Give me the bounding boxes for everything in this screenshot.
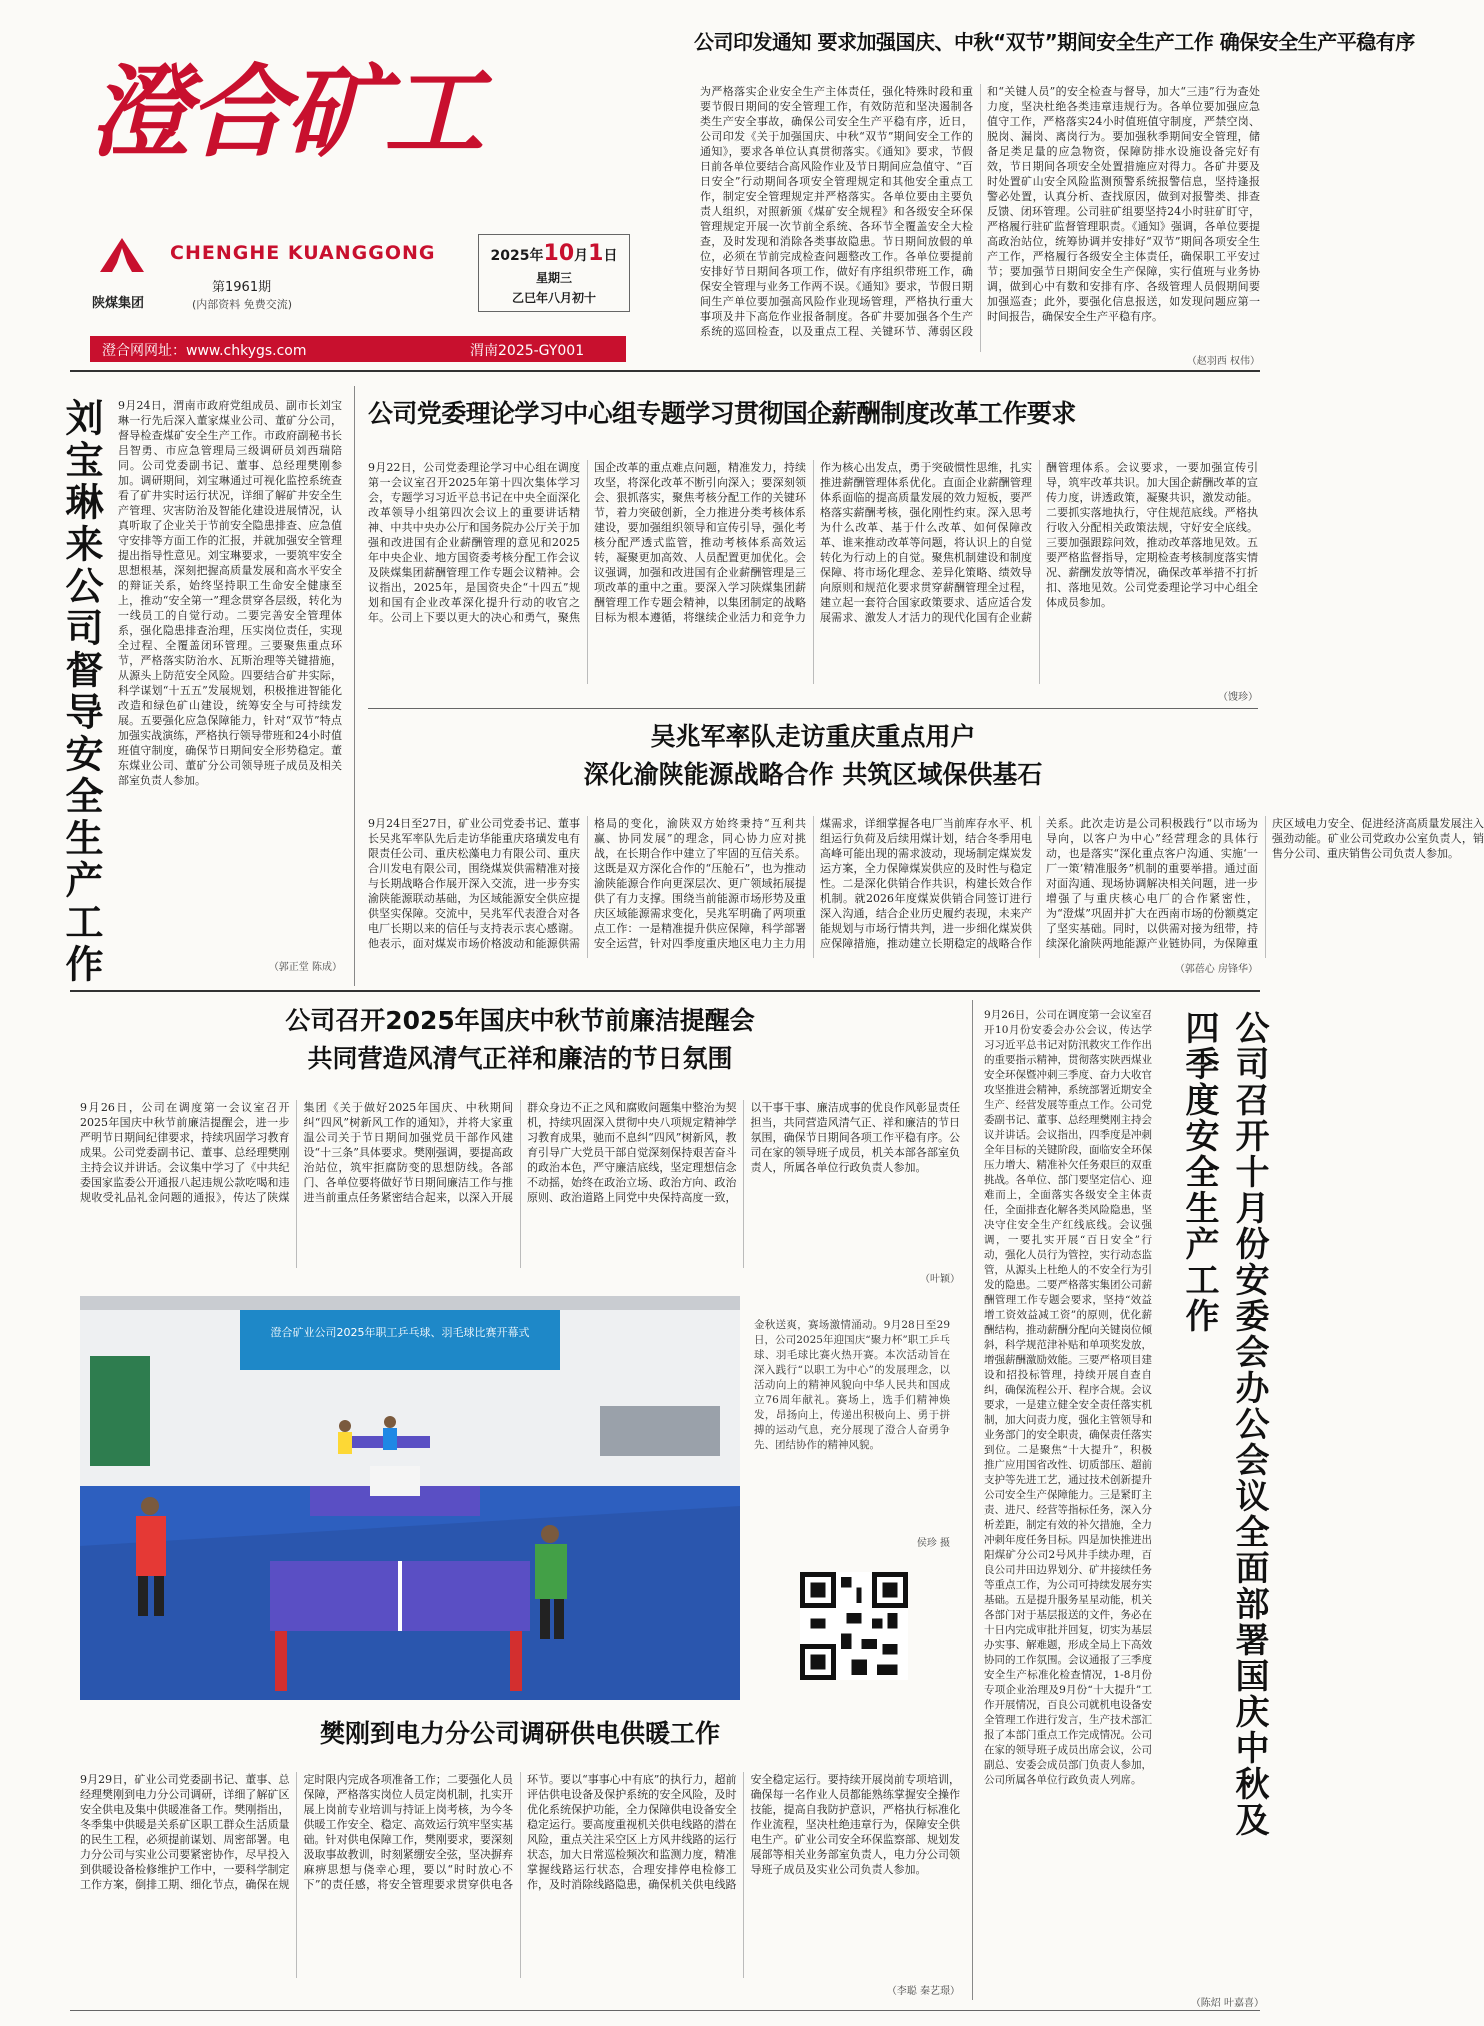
divider-bottom	[70, 2010, 1260, 2011]
festival-title-line2: 共同营造风清气正祥和廉洁的节日氛围	[307, 1044, 733, 1073]
photo-author: 侯珍 摄	[916, 1538, 950, 1549]
date-month-unit: 月	[574, 248, 589, 264]
divider-left-col	[354, 386, 355, 986]
website: 澄合网网址：www.chkygs.com	[102, 343, 307, 359]
divider-right-col	[972, 1000, 973, 2000]
security-notice-title: 公司印发通知 要求加强国庆、中秋“双节”期间安全生产工作 确保安全生产平稳有序	[694, 30, 1415, 54]
fan-gang-title: 樊刚到电力分公司调研供电供暖工作	[319, 1719, 720, 1748]
wu-zhaojun-body: 9月24日至27日，矿业公司党委书记、董事长吴兆军率队先后走访华能重庆珞璜发电有限责任公司、重庆松藻电力有限公司、重庆合川发电有限公司，围绕煤炭供需精准对接与长期战略合作展开深入交流，进一步夯实渝陕能源联动基础，为区域能源安全供应提供坚实保障。交流中，吴兆军代表澄合对各电厂长期以来的信任与支持表示衷心感谢。他表示，面对煤炭市场价格波动和能源供需格局的变化，渝陕双方始终秉持“互利共赢、协同发展”的理念，同心协力应对挑战，在长期合作中建立了牢固的互信关系。这既是双方深化合作的“压舱石”，也为推动渝陕能源合作向更深层次、更广领域拓展提供了有力支撑。围绕当前能源市场形势及重庆区域能源需求变化，吴兆军明确了两项重点工作：一是精准提升供应保障，科学部署安全运营，针对四季度重庆地区电力主力用煤需求，详细掌握各电厂当前库存水平、机组运行负荷及后续用煤计划，结合冬季用电高峰可能出现的需求波动，现场制定煤炭发运方案，全力保障煤炭供应的及时性与稳定性。二是深化供销合作共识，构建长效合作机制。就2026年度煤炭供销合同签订进行深入沟通，结合企业历史履约表现，未来产能规划与市场行情共判，进一步细化煤炭供应保障措施，推动建立长期稳定的战略合作关系。此次走访是公司积极践行“以市场为导向，以客户为中心”经营理念的具体行动，也是落实“深化重点客户沟通、实施‘一厂一策’精准服务”机制的重要举措。通过面对面沟通、现场协调解决相关问题，进一步增强了与重庆核心电厂的合作紧密性，为“澄煤”巩固并扩大在西南市场的份额奠定了坚实基础。同时，以供需对接为纽带，持续深化渝陕两地能源产业链协同，为保障重庆区域电力安全、促进经济高质量发展注入强劲动能。矿业公司党政办公室负责人，销售分公司、重庆销售公司负责人参加。	[368, 817, 1484, 950]
issue-number: 第1961期	[212, 280, 272, 295]
group-name: 陕煤集团	[92, 296, 145, 311]
wu-zhaojun-title-line1: 吴兆军率队走访重庆重点用户	[650, 722, 976, 751]
divider-mid-1	[368, 708, 1258, 709]
photo-caption: 金秋送爽，赛场激情涌动。9月28日至29日，公司2025年迎国庆“聚力杯”职工乒乓球、羽毛球比赛火热开赛。本次活动旨在深入践行“以职工为中心”的发展理念，以活动向上的精神风貌向中华人民共和国成立76周年献礼。赛场上，选手们精神焕发，昂扬向上，传递出积极向上、勇于拼搏的运动气息，充分展现了澄合人奋勇争先、团结协作的精神风貌。	[754, 1319, 950, 1451]
fan-gang-body: 9月29日，矿业公司党委副书记、董事、总经理樊刚到电力分公司调研，详细了解矿区安全供电及集中供暖准备工作。樊刚指出，冬季集中供暖是关系矿区职工群众生活质量的民生工程，必须提前谋划、周密部署。电力分公司与实业公司要紧密协作，尽早投入到供暖设备检修维护工作中，一要科学制定工作方案，倒排工期、细化节点，确保在规定时限内完成各项准备工作；二要强化人员保障，严格落实岗位人员定岗机制，扎实开展上岗前专业培训与持证上岗考核，为今冬供暖工作安全、稳定、高效运行筑牢坚实基础。针对供电保障工作，樊刚要求，要深刻汲取事故教训，时刻紧绷安全弦，坚决摒弃麻痹思想与侥幸心理，要以“时时放心不下”的责任感，将安全管理要求贯穿供电各环节。要以“事事心中有底”的执行力，超前评估供电设备及保护系统的安全风险，及时优化系统保护功能，全力保障供电设备安全稳定运行。要高度重视机关供电线路的潜在风险，重点关注采空区上方风井线路的运行状态，加大日常巡检频次和监测力度，精准掌握线路运行状态，合理安排停电检修工作，及时消除线路隐患，确保机关供电线路安全稳定运行。要持续开展岗前专项培训，确保每一名作业人员都能熟练掌握安全操作技能，提高自我防护意识，严格执行标准化作业流程，坚决杜绝违章行为，保障安全供电生产。矿业公司安全环保监察部、规划发展部等相关业务部室负责人，电力分公司领导班子成员及实业公司负责人参加。	[80, 1773, 960, 1891]
wu-zhaojun-title-line2: 深化渝陕能源战略合作 共筑区域保供基石	[583, 760, 1043, 789]
date-box	[478, 234, 630, 312]
liu-baolin-byline: （郭正堂 陈成）	[268, 962, 342, 973]
masthead-pinyin: CHENGHE KUANGGONG	[170, 242, 436, 264]
october-meeting-body: 9月26日，公司在调度第一会议室召开10月份安委会办公会议，传达学习习近平总书记对防汛救灾工作作出的重要指示精神，贯彻落实陕西煤业安全环保暨冲刺三季度、奋力大收官攻坚推进会精神，系统部署近期安全生产、经营发展等重点工作。公司党委副书记、董事、总经理樊刚主持会议并讲话。会议指出，四季度是冲刺全年目标的关键阶段，面临安全环保压力增大、精准补欠任务艰巨的双重挑战。各单位、部门要坚定信心、迎难而上，全面落实各级安全主体责任，全面排查化解各类风险隐患，坚决守住安全生产红线底线。会议强调，一要扎实开展“百日安全”行动，强化人员行为管控，实行动态监管，从源头上杜绝人的不安全行为引发的隐患。二要严格落实集团公司薪酬管理工作专题会要求，坚持“效益增工资效益减工资”的原则，优化薪酬结构，推动薪酬分配向关键岗位倾斜，科学规范津补贴和单项奖发放，增强薪酬激励效能。三要严格项目建设和招投标管理，持续开展自查自纠，确保流程公开、程序合规。会议要求，一是建立健全安全责任落实机制，加大问责力度，强化主管领导和业务部门的安全职责，确保责任落实到位。二是聚焦“十大提升”，积极推广应用国省改性、切质部压、超前支护等先进工艺，通过技术创新提升公司安全生产保障能力。三是紧盯主责、进尺、经营等指标任务，深入分析差距，制定有效的补欠措施，全力冲刺年度任务目标。四是加快推进出阳煤矿分公司2号风井手续办理，百良公司井田边界划分、矿井接续任务等重点工作，为公司可持续发展夯实基础。五是提升服务星星动能，机关各部门对于基层报送的文件，务必在十日内完成审批并回复，切实为基层办实事、解难题，形成全局上下高效协同的工作氛围。会议通报了三季度安全生产标准化检查情况，1-8月份专项企业治理及9月份“十大提升”工作开展情况，百良公司就机电设备安全管理工作进行发言，生产技术部汇报了本部门重点工作完成情况。公司在家的领导班子成员出席会议，公司副总、安委会成员部门负责人参加，公司所属各单位行政负责人列席。	[984, 1009, 1152, 1786]
permit-number: 渭南2025-GY001	[470, 343, 585, 359]
liu-baolin-body: 9月24日，渭南市政府党组成员、副市长刘宝琳一行先后深入董家煤业公司、董矿分公司，督导检查煤矿安全生产工作。市政府副秘书长吕智勇、市应急管理局三级调研员刘西瑞陪同。公司党委副书记、董事、总经理樊刚参加。调研期间，刘宝琳通过可视化监控系统查看了矿井实时运行状况，详细了解矿井安全生产管理、灾害防治及智能化建设进展情况，认真听取了企业关于节前安全隐患排查、应急值守安排等方面工作的汇报，并就加强安全管理提出指导性意见。刘宝琳要求，一要筑牢安全思想根基，深刻把握高质量发展和高水平安全的辩证关系，始终坚持职工生命安全健康至上，推动“安全第一”理念贯穿各层级，转化为一线员工的自觉行动。二要完善安全管理体系，强化隐患排查治理，压实岗位责任，实现全过程、全覆盖闭环管理。三要聚焦重点环节，严格落实防治水、瓦斯治理等关键措施，从源头上防范安全风险。四要结合矿井实际，科学谋划“十五五”发展规划，积极推进智能化改造和绿色矿山建设，统筹安全与可持续发展。五要强化应急保障能力，针对“双节”特点加强实战演练，严格执行领导带班和24小时值班值守制度，确保节日期间安全形势稳定。董东煤业公司、董矿分公司领导班子成员及相关部室负责人参加。	[118, 399, 342, 787]
fan-gang-byline: （李聪 秦艺璟）	[886, 1986, 960, 1997]
theory-study-byline: （馊珍）	[1218, 692, 1258, 703]
theory-study-title: 公司党委理论学习中心组专题学习贯彻国企薪酬制度改革工作要求	[368, 399, 1076, 428]
masthead-bar	[90, 336, 626, 362]
festival-title-line1: 公司召开2025年国庆中秋节前廉洁提醒会	[285, 1006, 755, 1035]
festival-body: 9月26日，公司在调度第一会议室召开2025年国庆中秋节前廉洁提醒会，进一步严明节日期间纪律要求，持续巩固学习教育成果。公司党委副书记、董事、总经理樊刚主持会议并讲话。会议集中学习了《中共纪委国家监委公开通报八起违规公款吃喝和违规收受礼品礼金问题的通报》，传达了陕煤集团《关于做好2025年国庆、中秋期间纠“四风”树新风工作的通知》，并将大家重温公司关于节日期间加强党员干部作风建设“十三条”具体要求。樊刚强调，要提高政治站位，筑牢拒腐防变的思想防线。各部门、各单位要将做好节日期间廉洁工作与推进当前重点任务紧密结合起来，以深入开展群众身边不正之风和腐败问题集中整治为契机，持续巩固深入贯彻中央八项规定精神学习教育成果，驰而不息纠“四风”树新风，教育引导广大党员干部自觉深刻保持艰苦奋斗的政治本色，严守廉洁底线，坚定理想信念不动摇，始终在政治立场、政治方向、政治原则、政治道路上同党中央保持高度一致，以干事干事、廉洁成事的优良作风彰显责任担当，共同营造风清气正、祥和廉洁的节日氛围，确保节日期间各项工作平稳有序。公司在家的领导班子成员，机关本部各部室负责人，所属各单位行政负责人参加。	[80, 1101, 960, 1204]
wu-zhaojun-byline: （郭蓓心 房锋华）	[1174, 964, 1258, 975]
divider-mid-2	[70, 990, 1260, 992]
date-day-unit: 日	[603, 248, 618, 264]
issue-note: (内部资料 免费交流)	[192, 298, 293, 311]
october-meeting-byline: （陈炤 叶嘉喜）	[1190, 1998, 1264, 2009]
date-year: 2025年	[490, 248, 544, 264]
lunar-date: 乙巳年八月初十	[511, 291, 596, 305]
masthead-title: 澄合矿工	[90, 53, 482, 171]
liu-baolin-title: 刘宝琳来公司督导安全生产工作	[59, 398, 103, 986]
date-month: 10	[543, 241, 575, 266]
sports-photo	[80, 1296, 740, 1700]
festival-byline: （叶颖）	[920, 1274, 960, 1285]
october-meeting-title: 公司召开十月份安委会办公会议全面部署国庆中秋及四季度安全生产工作	[1179, 1010, 1269, 1838]
date-day: 1	[588, 241, 604, 266]
qr-code	[800, 1572, 908, 1680]
divider-top	[70, 370, 1260, 372]
group-logo-icon	[96, 236, 148, 274]
sports-photo-illustration	[80, 1296, 740, 1700]
security-notice-byline: （赵羽西 权伟）	[1186, 356, 1260, 367]
theory-study-body: 9月22日，公司党委理论学习中心组在调度第一会议室召开2025年第十四次集体学习会，专题学习习近平总书记在中央全面深化改革领导小组第四次会议上的重要讲话精神、中共中央办公厅和国务院办公厅关于加强和改进国有企业薪酬管理的意见和2025年中央企业、地方国资委考核分配工作会议及陕煤集团薪酬管理工作专题会议精神。会议指出，2025年，是国资央企“十四五”规划和国有企业改革深化提升行动的收官之年。公司上下要以更大的决心和勇气，聚焦国企改革的重点难点问题，精准发力，持续攻坚，将深化改革不断引向深入；要深刻领会、狠抓落实，聚焦考核分配工作的关键环节，着力突破创新，全力推进分类考核体系建设，要加强组织领导和宣传引导，强化考核分配严透式监管，推动考核体系高效运转，凝聚更加高效、人员配置更加优化。会议强调，加强和改进国有企业薪酬管理是三项改革的重中之重。要深入学习陕煤集团薪酬管理工作专题会精神，以集团制定的战略目标为根本遵循，将继续企业活力和竞争力作为核心出发点，勇于突破惯性思维，扎实推进薪酬管理体系优化。直面企业薪酬管理体系面临的提高质量发展的效力短板，要严格落实薪酬考核，强化刚性约束。深入思考为什么改革、基于什么改革、如何保障改革、谁来推动改革等问题，将认识上的自觉转化为行动上的自觉。聚焦机制建设和制度保障、将市场化理念、差异化策略、绩效导向原则和规范化要求贯穿薪酬管理全过程，建立起一套符合国家政策要求、适应适合发展需求、激发人才活力的现代化国有企业薪酬管理体系。会议要求，一要加强宣传引导，筑牢改革共识。加大国企薪酬改革的宣传力度，讲透政策，凝聚共识，激发动能。二要抓实落地执行，守住规范底线。严格执行收入分配相关政策法规，守好安全底线。三要加强跟踪问效，推动改革落地见效。五要严格监督指导，定期检查考核制度落实情况、薪酬发放等情况，确保改革举措不打折扣、落地见效。公司党委理论学习中心组全体成员参加。	[368, 461, 1258, 624]
weekday: 星期三	[535, 271, 572, 285]
security-notice-body: 为严格落实企业安全生产主体责任，强化特殊时段和重要节假日期间的安全管理工作，有效防范和坚决遏制各类生产安全事故，确保公司安全生产平稳有序，近日，公司印发《关于加强国庆、中秋“双节”期间安全工作的通知》，要求各单位认真贯彻落实。《通知》要求，节假日前各单位要结合高风险作业及节日期间应急值守、“百日安全”行动期间各项安全管理规定和其他安全重点工作，制定安全管理规定并严格落实。各单位要由主要负责人组织，对照新颁《煤矿安全规程》和各级安全环保管理规定开展一次节前全系统、各环节全覆盖安全大检查，及时发现和消除各类事故隐患。节日期间放假的单位，必须在节前完成检查问题整改工作。各单位要提前安排好节日期间各项工作，做好有序组织带班工作，确保安全管理与业务工作两不误。《通知》要求，节假日期间生产单位要加强高风险作业现场管理，严格执行重大事项及井下高危作业报备制度。各矿井要加强各个生产系统的巡回检查，以及重点工程、关键环节、薄弱区段和“关键人员”的安全检查与督导，加大“三违”行为查处力度，坚决杜绝各类违章违规行为。各单位要加强应急值守工作，严格落实24小时值班值守制度，严禁空岗、脱岗、漏岗、离岗行为。要加强秋季期间安全管理，储备足类足量的应急物资，保障防排水设施设备完好有效，节日期间各项安全处置措施应对得力。各矿井要及时处置矿山安全风险监测预警系统报警信息，坚持逢报警必处置，认真分析、查找原因，做到对报警类、排查反馈、闭环管理。公司驻矿组要坚持24小时驻矿盯守，严格履行驻矿监督管理职责。《通知》强调，各单位要提高政治站位，统筹协调并安排好“双节”期间各项安全生产工作，严格履行各级安全主体责任，确保职工平安过节；要加强节日期间安全生产保障，实行值班与业务协调，做到心中有数和安排有序、各级管理人员假期间要加强巡查；此外，要强化信息报送，如发现问题应第一时间报告，确保安全生产平稳有序。	[700, 85, 1260, 338]
photo-banner: 澄合矿业公司2025年职工乒乓球、羽毛球比赛开幕式	[270, 1326, 530, 1339]
issue-date	[479, 241, 629, 266]
